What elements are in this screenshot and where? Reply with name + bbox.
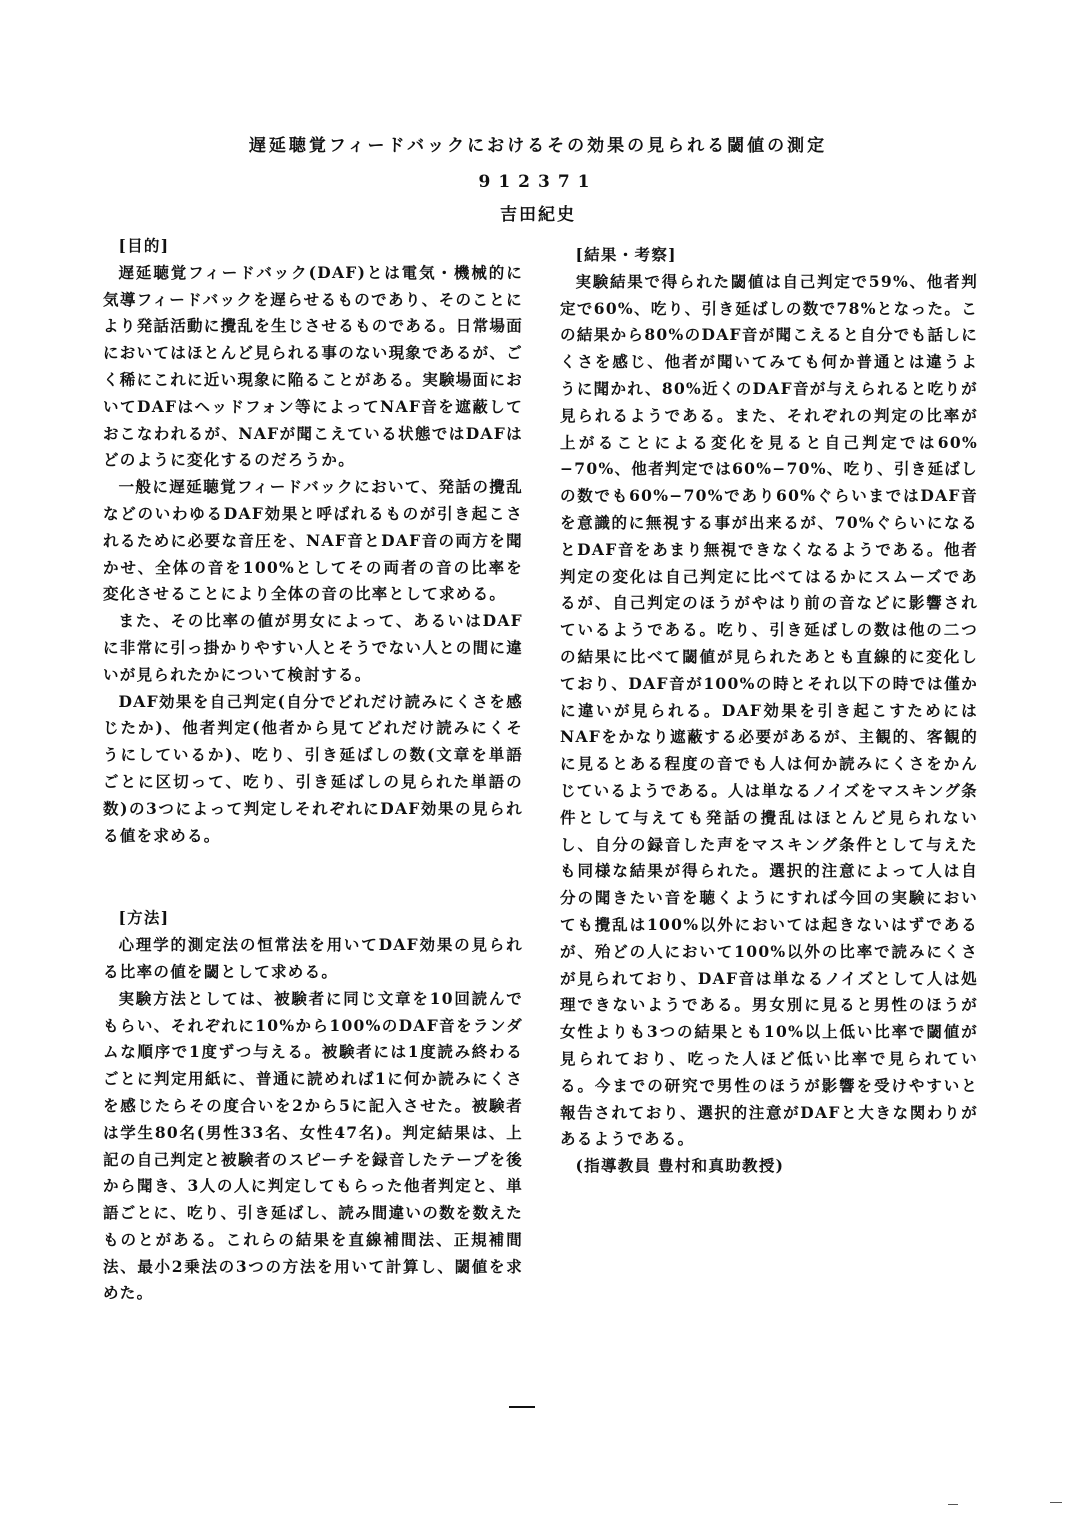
page-mark <box>509 1406 535 1408</box>
purpose-paragraph: また、その比率の値が男女によって、あるいはDAFに非常に引っ掛かりやすい人とそうでない人との間に違いが見られたかについて検討する。 <box>103 611 524 684</box>
method-paragraph: 実験方法としては、被験者に同じ文章を10回読んでもらい、それぞれに10%から100%のDAF音をランダムな順序で1度ずつ与える。被験者には1度読み終わるごとに判定用紙に、普通に読めれば1に何か読みにくさを感じたらその度合いを2から5に記入させた。被験者は学生80名(男性33名、女性47名)。判定結果は、上記の自己判定と被験者のスピーチを録音したテープを後から聞き、3人の人に判定してもらった他者判定と、単語ごとに、吃り、引き延ばし、読み間違いの数を数えたものとがある。これらの結果を直線補間法、正規補間法、最小2乗法の3つの方法を用いて計算し、閾値を求めた。 <box>103 988 524 1303</box>
purpose-paragraph: 遅延聴覚フィードバック(DAF)とは電気・機械的に気導フィードバックを遅らせるものであり、そのことにより発話活動に攪乱を生じさせるものである。日常場面においてはほとんど見られる事のない現象であるが、ごく稀にこれに近い現象に陥ることがある。実験場面においてDAFはヘッドフォン等によってNAF音を遮蔽しておこなわれるが、NAFが聞こえている状態ではDAFはどのように変化するのだろうか。 <box>103 262 524 470</box>
method-heading: [方法] <box>118 908 170 928</box>
student-id: 912371 <box>478 172 598 192</box>
scan-artifact <box>1050 1502 1062 1503</box>
purpose-paragraph: 一般に遅延聴覚フィードバックにおいて、発話の攪乱などのいわゆるDAF効果と呼ばれるものが引き起こされるために必要な音圧を、NAF音とDAF音の両方を聞かせ、全体の音を100%としてその両者の音の比率を変化させることにより全体の音の比率として求める。 <box>103 477 523 604</box>
section-gap <box>103 849 523 905</box>
purpose-paragraph: DAF効果を自己判定(自分でどれだけ読みにくさを感じたか)、他者判定(他者から見てどれだけ読みにくそうにしているか)、吃り、引き延ばしの数(文章を単語ごとに区切って、吃り、引き延ばしの見られた単語の数)の3つによって判定しそれぞれにDAF効果の見られる値を求める。 <box>103 691 523 845</box>
results-paragraph: 実験結果で得られた閾値は自己判定で59%、他者判定で60%、吃り、引き延ばしの数で78%となった。この結果から80%のDAF音が聞こえると自分でも話しにくさを感じ、他者が聞いてみても何か普通とは違うように聞かれ、80%近くのDAF音が与えられると吃りが見られるようである。また、それぞれの判定の比率が上がることによる変化を見ると自己判定では60%−70%、他者判定では60%−70%、吃り、引き延ばしの数でも60%−70%であり60%ぐらいまではDAF音を意識的に無視する事が出来るが、70%ぐらいになるとDAF音をあまり無視できなくなるようである。他者判定の変化は自己判定に比べてはるかにスムーズであるが、自己判定のほうがやはり前の音などに影響されているようである。吃り、引き延ばしの数は他の二つの結果に比べて閾値が見られたあとも直線的に変化しており、DAF音が100%の時とそれ以下の時では僅かに違いが見られる。DAF効果を引き起こすためにはNAFをかなり遮蔽する必要があるが、主観的、客観的に見るとある程度の音でも人は何か読みにくさをかんじているようである。人は単なるノイズをマスキング条件として与えても発話の攪乱はほとんど見られないし、自分の録音した声をマスキング条件として与えたも同様な結果が得られた。選択的注意によって人は自分の聞きたい音を聴くようにすれば今回の実験においても攪乱は100%以外においては起きないはずであるが、殆どの人において100%以外の比率で読みにくさが見られており、DAF音は単なるノイズとして人は処理できないようである。男女別に見ると男性のほうが女性よりも3つの結果とも10%以上低い比率で閾値が見られており、吃った人ほど低い比率で見られている。今までの研究で男性のほうが影響を受けやすいと報告されており、選択的注意がDAFと大きな関わりがあるようである。 <box>560 271 978 1149</box>
method-paragraph: 心理学的測定法の恒常法を用いてDAF効果の見られる比率の値を閾として求める。 <box>103 935 523 981</box>
results-heading: [結果・考察] <box>575 245 677 264</box>
paper-title: 遅延聴覚フィードバックにおけるその効果の見られる閾値の測定 <box>248 136 828 156</box>
purpose-heading: [目的] <box>118 236 170 255</box>
scan-artifact <box>948 1504 958 1505</box>
right-column <box>560 242 978 1180</box>
left-column <box>103 233 523 1307</box>
advisor-credit: (指導教員 豊村和真助教授) <box>575 1156 785 1176</box>
author-name: 吉田紀史 <box>500 205 576 225</box>
